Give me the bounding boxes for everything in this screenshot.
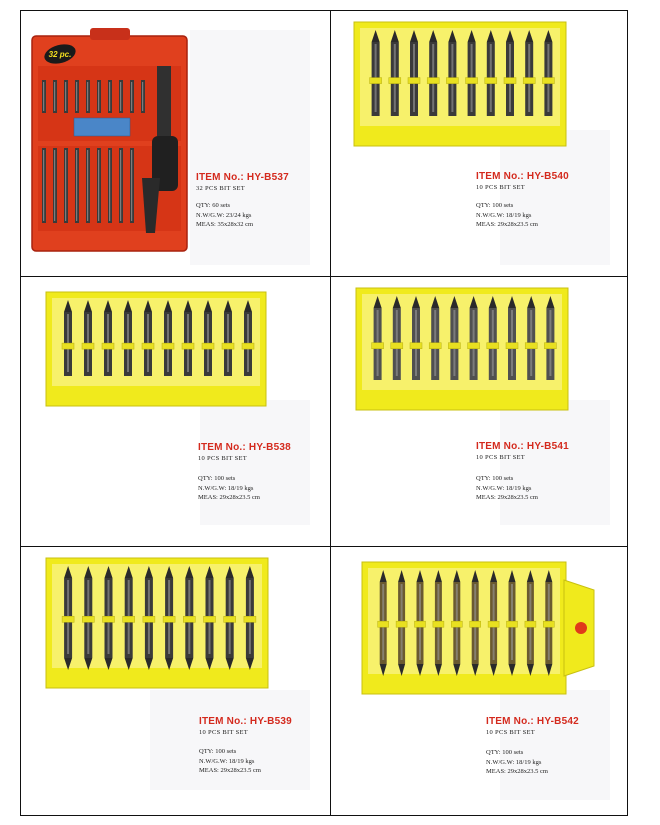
item-title: ITEM No.: HY-B540 <box>476 171 569 182</box>
spec-list <box>196 201 253 230</box>
weight-text: N.W/G.W: 18/19 kgs <box>486 758 542 766</box>
meas-text: MEAS: 35x28x32 cm <box>196 221 254 228</box>
weight-text: N.W/G.W: 18/19 kgs <box>476 211 532 219</box>
product-image-10pc-bit-set <box>352 20 568 148</box>
spec-list <box>486 748 548 777</box>
qty-text: QTY: 100 sets <box>476 475 514 482</box>
background-photo <box>190 30 310 265</box>
weight-text: N.W/G.W: 23/24 kgs <box>196 211 252 219</box>
column-divider <box>330 10 331 816</box>
item-title: ITEM No.: HY-B541 <box>476 441 569 452</box>
product-image-32pc-bit-set <box>30 28 190 253</box>
product-image-10pc-bit-set <box>360 560 598 696</box>
product-image-10pc-bit-set <box>44 556 270 690</box>
item-number: HY-B539 <box>249 716 292 727</box>
item-title: ITEM No.: HY-B537 <box>196 172 289 183</box>
item-description: 10 PCS BIT SET <box>486 729 536 736</box>
spec-list <box>476 201 538 230</box>
background-photo <box>200 400 310 525</box>
product-image-10pc-bit-set <box>354 286 570 412</box>
qty-text: QTY: 100 sets <box>486 749 524 756</box>
spec-list <box>476 474 538 503</box>
qty-text: QTY: 100 sets <box>199 748 237 755</box>
weight-text: N.W/G.W: 18/19 kgs <box>198 484 254 492</box>
item-number: HY-B537 <box>246 172 289 183</box>
meas-text: MEAS: 29x28x23.5 cm <box>199 767 261 774</box>
weight-text: N.W/G.W: 18/19 kgs <box>199 757 255 765</box>
item-title: ITEM No.: HY-B538 <box>198 442 291 453</box>
item-number: HY-B541 <box>526 441 569 452</box>
product-image-10pc-bit-set <box>44 290 268 408</box>
item-description: 10 PCS BIT SET <box>198 455 248 462</box>
badge-32pc-text: 32 pc. <box>48 50 72 59</box>
item-title: ITEM No.: HY-B542 <box>486 716 579 727</box>
meas-text: MEAS: 29x28x23.5 cm <box>198 494 260 501</box>
weight-text: N.W/G.W: 18/19 kgs <box>476 484 532 492</box>
item-title: ITEM No.: HY-B539 <box>199 716 292 727</box>
qty-text: QTY: 60 sets <box>196 202 231 209</box>
background-photo <box>500 400 610 525</box>
item-description: 10 PCS BIT SET <box>476 454 526 461</box>
item-number: HY-B540 <box>526 171 569 182</box>
background-photo <box>500 690 610 800</box>
row-divider-2 <box>20 546 628 547</box>
item-description: 32 PCS BIT SET <box>196 185 246 192</box>
meas-text: MEAS: 29x28x23.5 cm <box>476 494 538 501</box>
item-number: HY-B542 <box>536 716 579 727</box>
spec-list <box>198 474 260 503</box>
meas-text: MEAS: 29x28x23.5 cm <box>486 768 548 775</box>
item-description: 10 PCS BIT SET <box>476 184 526 191</box>
item-number: HY-B538 <box>248 442 291 453</box>
spec-list <box>199 747 261 776</box>
qty-text: QTY: 100 sets <box>198 475 236 482</box>
background-photo <box>500 130 610 265</box>
qty-text: QTY: 100 sets <box>476 202 514 209</box>
item-description: 10 PCS BIT SET <box>199 729 249 736</box>
row-divider-1 <box>20 276 628 277</box>
meas-text: MEAS: 29x28x23.5 cm <box>476 221 538 228</box>
